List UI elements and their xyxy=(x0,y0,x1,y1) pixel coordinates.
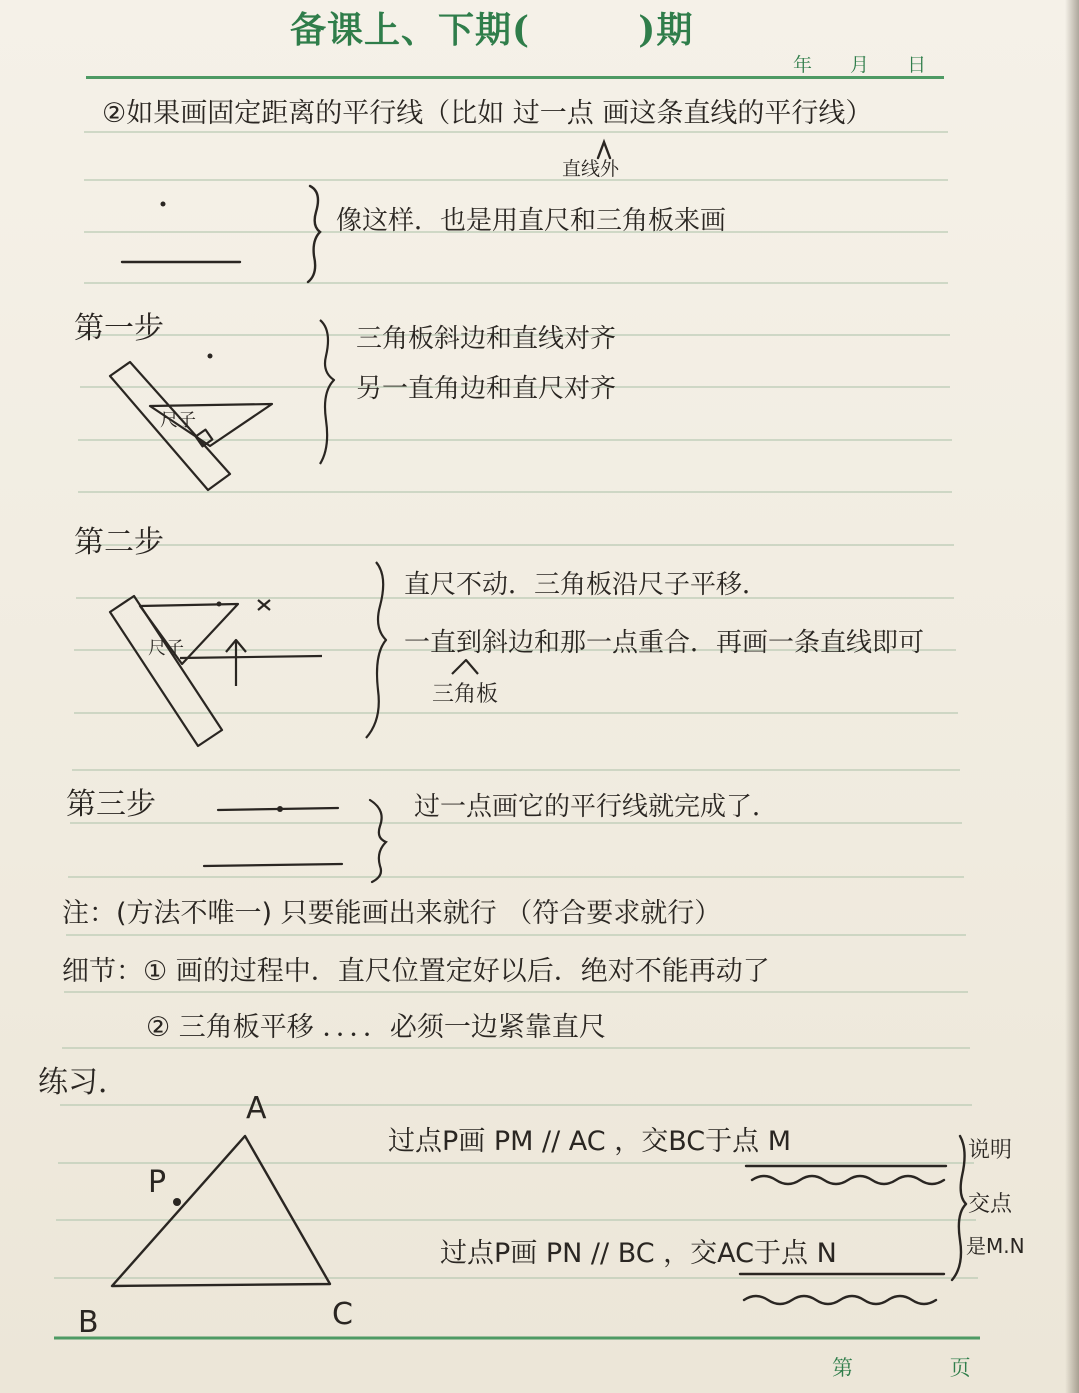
vertex-b: B xyxy=(78,1305,99,1340)
vertex-c: C xyxy=(332,1297,353,1332)
step2-line2: 一直到斜边和那一点重合．再画一条直线即可 xyxy=(404,628,925,658)
step2-line1: 直尺不动．三角板沿尺子平移． xyxy=(404,570,769,600)
practice-label: 练习． xyxy=(38,1065,128,1100)
point-p-dot xyxy=(173,1198,181,1206)
task2-wavy xyxy=(744,1296,936,1304)
step1-line1: 三角板斜边和直线对齐 xyxy=(356,324,617,354)
point-p-label: P xyxy=(148,1165,167,1200)
note-line: 注：(方法不唯一) 只要能画出来就行 （符合要求就行） xyxy=(62,898,722,929)
date-labels: 年 月 日 xyxy=(793,54,927,76)
task1: 过点P画 PM // AC ，交BC于点 M xyxy=(388,1126,792,1157)
task1-wavy xyxy=(752,1176,944,1184)
step2-label: 第二步 xyxy=(74,525,164,560)
step3-description: 过一点画它的平行线就完成了． xyxy=(414,792,779,822)
task2: 过点P画 PN // BC ，交AC于点 N xyxy=(440,1238,837,1269)
step2-subnote: 三角板 xyxy=(432,682,499,707)
detail-line2: ② 三角板平移 ．．．．必须一边紧靠直尺 xyxy=(146,1012,606,1043)
page-number-labels: 第 页 xyxy=(832,1356,971,1380)
page-edge-shadow xyxy=(1065,0,1079,1393)
vertex-a: A xyxy=(246,1091,267,1126)
step1-line2: 另一直角边和直尺对齐 xyxy=(356,374,617,404)
intro-subnote: 直线外 xyxy=(562,158,620,180)
intro-heading: ②如果画固定距离的平行线（比如 过一点 画这条直线的平行线） xyxy=(102,98,873,129)
step1-label: 第一步 xyxy=(74,311,164,346)
practice-brace xyxy=(952,1136,966,1280)
intro-description: 像这样．也是用直尺和三角板来画 xyxy=(336,206,727,236)
page-header-title: 备课上、下期( )期 xyxy=(290,9,694,51)
step2-ruler-label: 尺子 xyxy=(148,638,184,659)
side-note-line2: 交点 xyxy=(968,1192,1013,1217)
detail-line1: 细节：① 画的过程中．直尺位置定好以后．绝对不能再动了 xyxy=(62,956,770,987)
side-note-line3: 是M.N xyxy=(966,1234,1025,1258)
step3-label: 第三步 xyxy=(66,787,156,822)
triangle-abc xyxy=(112,1136,330,1286)
side-note-line1: 说明 xyxy=(968,1138,1013,1163)
step1-ruler-label: 尺子 xyxy=(160,410,196,431)
